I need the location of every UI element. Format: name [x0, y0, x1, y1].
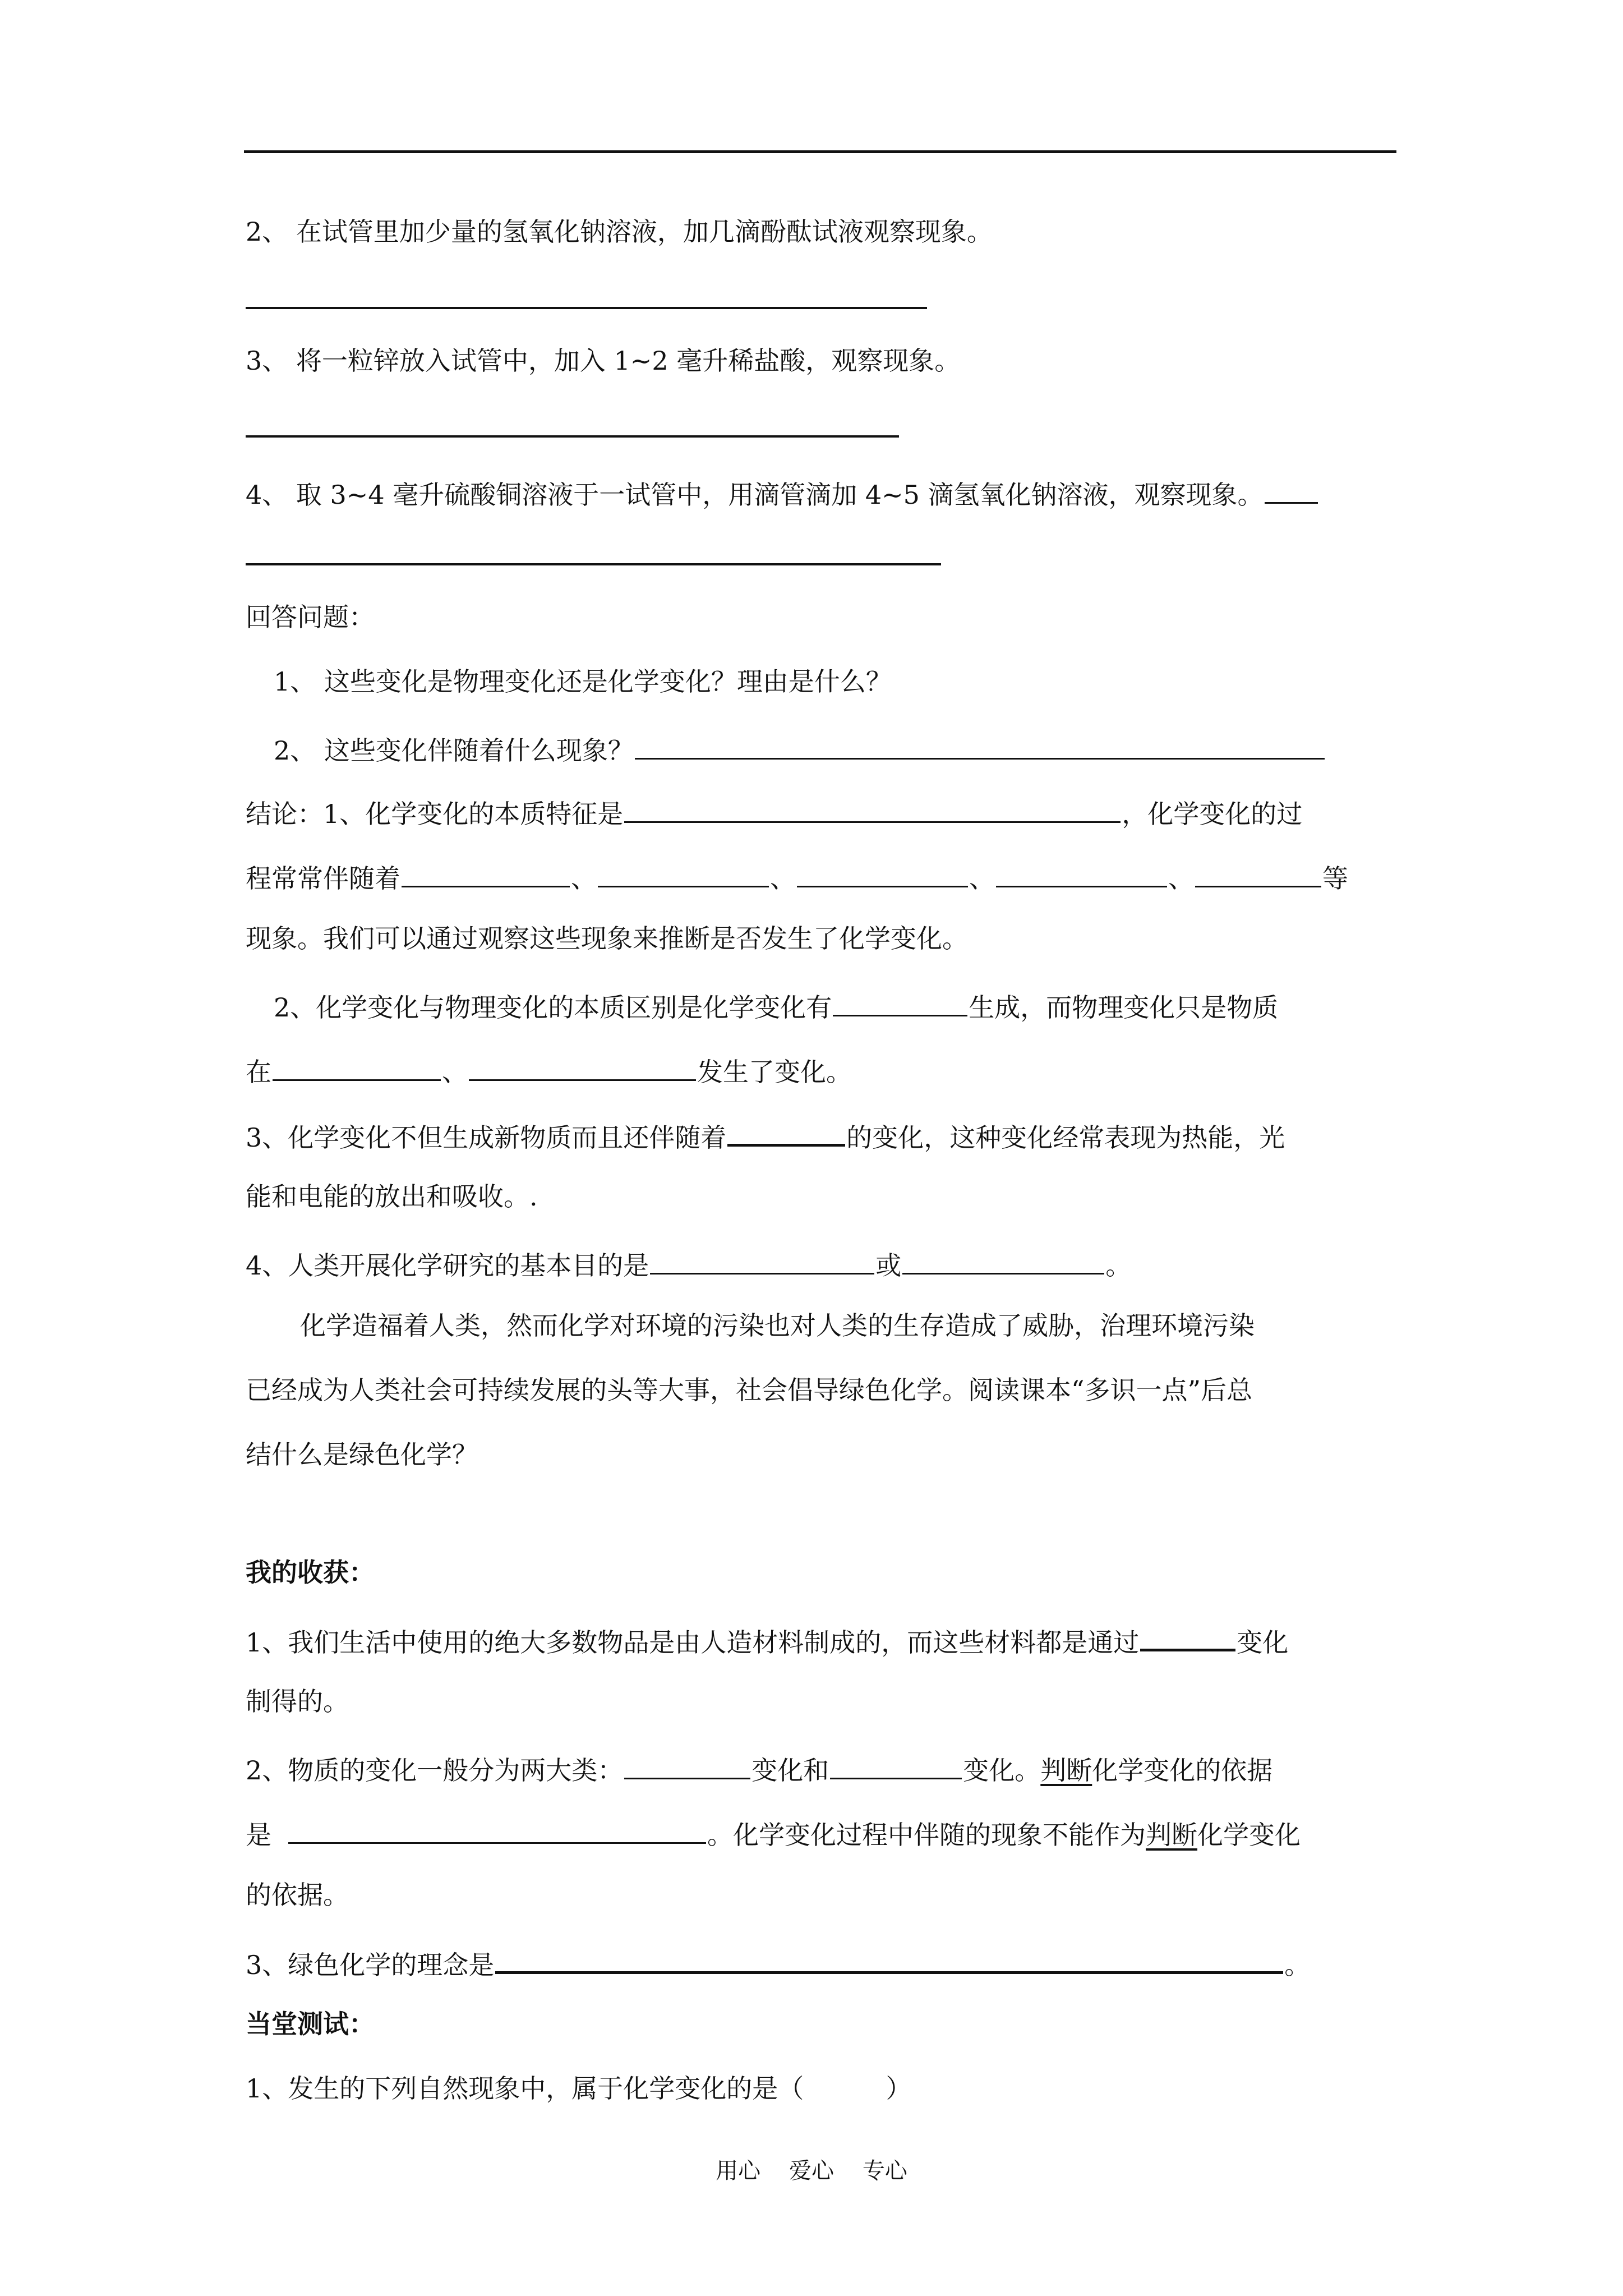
h2-text-g: 。化学变化过程中伴随的现象不能作为: [707, 1820, 1146, 1850]
h2-text-b: 变化和: [751, 1755, 829, 1786]
h3-text-a: 3、绿色化学的理念是: [246, 1950, 495, 1980]
blank-h2-basis: [288, 1818, 706, 1844]
blank-c1-p3: [797, 861, 968, 887]
conclusion-1-line-1: [246, 797, 1302, 827]
blank-q2: [635, 733, 1325, 760]
blank-h2-b: [830, 1753, 962, 1779]
c1-text-d: 等: [1322, 863, 1348, 894]
blank-c2-b: [469, 1055, 696, 1081]
conclusion-1-line-3: 现象。我们可以通过观察这些现象来推断是否发生了化学变化。: [246, 923, 968, 954]
c3-text-a: 3、化学变化不但生成新物质而且还伴随着: [246, 1122, 727, 1153]
experiment-4: [246, 477, 1319, 508]
h2-text-e: 化学变化的依据: [1092, 1755, 1273, 1786]
blank-c2-new: [833, 990, 967, 1016]
blank-c1-p1: [402, 861, 570, 887]
sep: 、: [1168, 863, 1194, 894]
harvest-1-line-1: [246, 1624, 1289, 1658]
green-chem-para-1: 化学造福着人类，然而化学对环境的污染也对人类的生存造成了威胁，治理环境污染: [300, 1310, 1255, 1341]
blank-c4-b: [902, 1248, 1104, 1274]
h2-underlined-judge: 判断: [1040, 1755, 1092, 1786]
c1-text-b: ，化学变化的过: [1122, 799, 1303, 829]
conclusion-3-line-1: [246, 1119, 1285, 1151]
question-2-text: 2、 这些变化伴随着什么现象？: [274, 735, 634, 766]
c2-text-b: 生成，而物理变化只是物质: [969, 992, 1279, 1023]
h3-text-b: 。: [1284, 1950, 1311, 1980]
c1-text-a: 结论：1、化学变化的本质特征是: [246, 799, 624, 829]
green-chem-para-3: 结什么是绿色化学？: [246, 1439, 478, 1470]
test-heading: 当堂测试：: [246, 2009, 375, 2039]
sep: 、: [770, 863, 796, 894]
h2-text-i: 化学变化: [1197, 1820, 1301, 1850]
page-footer: 用心 爱心 专心: [716, 2158, 907, 2184]
experiment-2: 2、 在试管里加少量的氢氧化钠溶液，加几滴酚酞试液观察现象。: [246, 217, 993, 247]
c4-text-c: 。: [1105, 1250, 1132, 1281]
c2-text-c: 在: [246, 1057, 271, 1087]
harvest-2-line-3: 的依据。: [246, 1880, 349, 1910]
h1-text-b: 变化: [1237, 1627, 1289, 1658]
green-chem-para-2: 已经成为人类社会可持续发展的头等大事，社会倡导绿色化学。阅读课本“多识一点”后总: [246, 1375, 1253, 1405]
sep: 、: [571, 863, 597, 894]
questions-heading: 回答问题：: [246, 602, 375, 632]
h1-text-a: 1、我们生活中使用的绝大多数物品是由人造材料制成的，而这些材料都是通过: [246, 1627, 1140, 1658]
c1-text-c: 程常常伴随着: [246, 863, 400, 894]
conclusion-4: [246, 1248, 1132, 1281]
blank-c1-p5: [1195, 861, 1321, 887]
answer-line-e4: [246, 563, 941, 565]
c2-text-d: 发生了变化。: [697, 1057, 852, 1087]
blank-e4: [1265, 477, 1318, 504]
answer-line-e3: [246, 435, 899, 438]
harvest-2-line-1: [246, 1753, 1273, 1786]
c4-text-a: 4、人类开展化学研究的基本目的是: [246, 1250, 649, 1281]
conclusion-2-line-1: [274, 990, 1279, 1023]
blank-c1-essence: [624, 797, 1121, 823]
header-rule: [244, 150, 1396, 153]
blank-c1-p4: [996, 861, 1167, 887]
blank-h3: [495, 1947, 1283, 1974]
question-1: 1、 这些变化是物理变化还是化学变化？理由是什么？: [274, 666, 892, 697]
answer-line-e2: [246, 307, 927, 309]
blank-c1-p2: [598, 861, 769, 887]
experiment-4-text: 4、 取 3~4 毫升硫酸铜溶液于一试管中，用滴管滴加 4~5 滴氢氧化钠溶液，观察现象。: [246, 480, 1264, 510]
sep: 、: [442, 1057, 468, 1087]
h2-text-f: 是: [246, 1820, 271, 1850]
blank-c4-a: [650, 1248, 874, 1274]
blank-c3-energy: [727, 1119, 845, 1147]
h2-text-c: 变化。: [963, 1755, 1041, 1786]
conclusion-1-line-2: [246, 861, 1348, 894]
conclusion-2-line-2: [246, 1055, 852, 1085]
c2-text-a: 2、化学变化与物理变化的本质区别是化学变化有: [274, 992, 832, 1023]
c3-text-b: 的变化，这种变化经常表现为热能，光: [846, 1122, 1285, 1153]
test-question-1: 1、发生的下列自然现象中，属于化学变化的是（ ）: [246, 2073, 912, 2104]
h2-text-a: 2、物质的变化一般分为两大类：: [246, 1755, 624, 1786]
c4-text-b: 或: [875, 1250, 902, 1281]
harvest-3: [246, 1947, 1310, 1978]
harvest-2-line-2: [246, 1818, 1301, 1848]
conclusion-3-line-2: 能和电能的放出和吸收。.: [246, 1181, 538, 1212]
h2-underlined-judge-2: 判断: [1146, 1820, 1197, 1850]
blank-h1: [1140, 1624, 1235, 1651]
harvest-1-line-2: 制得的。: [246, 1686, 349, 1717]
experiment-3: 3、 将一粒锌放入试管中，加入 1~2 毫升稀盐酸，观察现象。: [246, 346, 961, 376]
question-2: [274, 733, 1326, 766]
blank-h2-a: [624, 1753, 750, 1779]
harvest-heading: 我的收获：: [246, 1557, 375, 1588]
blank-c2-a: [273, 1055, 441, 1081]
sep: 、: [969, 863, 995, 894]
